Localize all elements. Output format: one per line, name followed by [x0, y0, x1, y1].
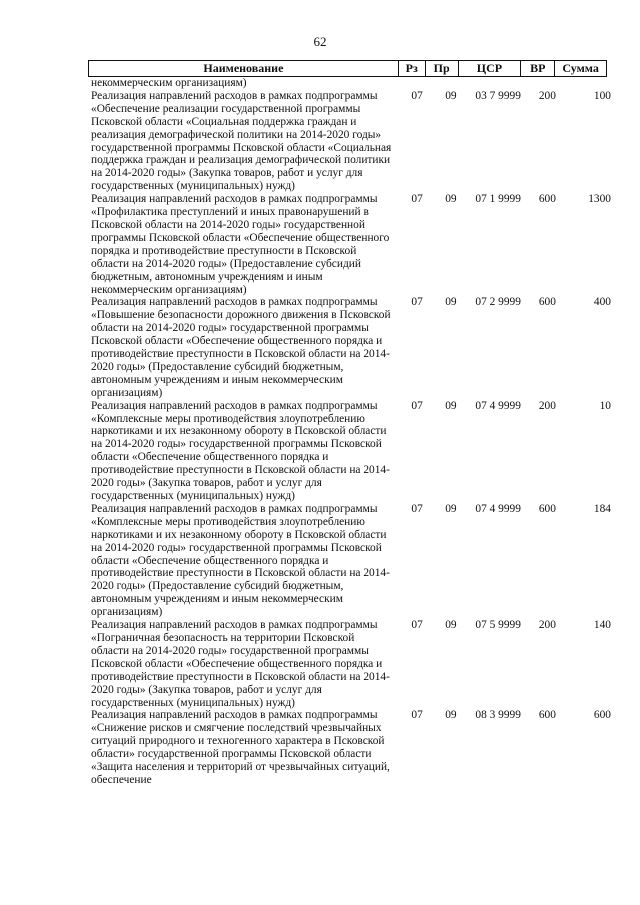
row-vr: 600 — [538, 709, 556, 722]
row-name: Реализация направлений расходов в рамках подпрограммы «Пограничная безопасность на территории Псковской области на 2014-2020 годы» государственной программы Псковской области «Обеспечение общественного порядка и противодействие преступности в Псковской области на 2014-2020 годы» (Закупка товаров, работ и услуг для государственных (муниципальных) нужд) — [91, 619, 390, 709]
header-vr: ВР — [521, 61, 555, 76]
row-sum: 184 — [593, 502, 611, 515]
row-csr: 07 2 9999 — [475, 296, 521, 309]
table-row — [91, 619, 611, 709]
table-row — [91, 400, 611, 503]
header-pr: Пр — [426, 61, 459, 76]
row-name: Реализация направлений расходов в рамках подпрограммы «Снижение рисков и смягчение последствий чрезвычайных ситуаций природного и техногенного характера в Псковской области» государственной программы Псковской области «Защита населения и территорий от чрезвычайных ситуаций, обеспечение — [91, 709, 390, 786]
row-name: Реализация направлений расходов в рамках подпрограммы «Комплексные меры противодействия злоупотреблению наркотиками и их незаконному обороту в Псковской области на 2014-2020 годы» государственной программы Псковской области «Обеспечение общественного порядка и противодействие преступности в Псковской области на 2014-2020 годы» (Предоставление субсидий бюджетным, автономным учреждениям и иным некоммерческим организациям) — [91, 502, 390, 619]
row-vr: 200 — [538, 619, 556, 632]
row-csr: 03 7 9999 — [475, 89, 521, 102]
row-csr: 07 5 9999 — [475, 619, 521, 632]
row-pr: 09 — [445, 399, 457, 412]
row-name: Реализация направлений расходов в рамках подпрограммы «Повышение безопасности дорожного движения в Псковской области на 2014-2020 годы» государственной программы Псковской области «Обеспечение общественного порядка и противодействие преступности в Псковской области на 2014-2020 годы» (Предоставление субсидий бюджетным, автономным учреждениям и иным некоммерческим организациям) — [91, 296, 391, 399]
row-name: Реализация направлений расходов в рамках подпрограммы «Обеспечение реализации государственной программы Псковской области «Социальная поддержка граждан и реализация демографической политики на 2014-2020 годы» государственной программы Псковской области «Социальная поддержка граждан и реализация демографической политики на 2014-2020 годы» (Закупка товаров, работ и услуг для государственных (муниципальных) нужд) — [91, 89, 392, 193]
table-row — [91, 90, 611, 193]
row-pr: 09 — [445, 709, 457, 722]
row-sum: 400 — [593, 296, 611, 309]
page-number: 62 — [313, 34, 327, 49]
row-csr: 07 1 9999 — [475, 193, 521, 206]
row-rz: 07 — [411, 399, 423, 412]
table-body — [91, 77, 611, 787]
row-pr: 09 — [445, 193, 457, 206]
row-pr: 09 — [445, 502, 457, 515]
header-name: Наименование — [89, 61, 399, 76]
row-vr: 600 — [538, 193, 556, 206]
row-rz: 07 — [411, 619, 423, 632]
header-sum: Сумма — [562, 61, 599, 75]
continuation-text: некоммерческим организациям) — [91, 77, 247, 89]
table-row — [91, 296, 611, 399]
row-sum: 600 — [593, 709, 611, 722]
row-sum: 1300 — [588, 193, 611, 206]
row-sum: 100 — [593, 89, 611, 102]
table-row — [91, 709, 611, 786]
row-name: Реализация направлений расходов в рамках подпрограммы «Профилактика преступлений и иных правонарушений в Псковской области на 2014-2020 годы» государственной программы Псковской области «Обеспечение общественного порядка и противодействие преступности в Псковской области на 2014-2020 годы» (Предоставление субсидий бюджетным, автономным учреждениям и иным некоммерческим организациям) — [91, 193, 390, 296]
row-name: Реализация направлений расходов в рамках подпрограммы «Комплексные меры противодействия злоупотреблению наркотиками и их незаконному обороту в Псковской области на 2014-2020 годы» государственной программы Псковской области «Обеспечение общественного порядка и противодействие преступности в Псковской области на 2014-2020 годы» (Закупка товаров, работ и услуг для государственных (муниципальных) нужд) — [91, 399, 390, 502]
row-rz: 07 — [411, 296, 423, 309]
row-rz: 07 — [411, 502, 423, 515]
row-pr: 09 — [445, 89, 457, 102]
row-csr: 07 4 9999 — [475, 502, 521, 515]
row-csr: 08 3 9999 — [475, 709, 521, 722]
table-row — [91, 193, 611, 296]
table-header — [88, 60, 607, 77]
header-rz: Рз — [399, 61, 426, 76]
row-sum: 10 — [599, 399, 611, 412]
row-csr: 07 4 9999 — [475, 399, 521, 412]
table-row — [91, 503, 611, 619]
row-vr: 600 — [538, 502, 556, 515]
row-pr: 09 — [445, 296, 457, 309]
row-vr: 200 — [538, 89, 556, 102]
row-pr: 09 — [445, 619, 457, 632]
header-csr: ЦСР — [459, 61, 522, 76]
row-sum: 140 — [593, 619, 611, 632]
row-rz: 07 — [411, 89, 423, 102]
row-rz: 07 — [411, 193, 423, 206]
row-rz: 07 — [411, 709, 423, 722]
row-vr: 200 — [538, 399, 556, 412]
row-vr: 600 — [538, 296, 556, 309]
